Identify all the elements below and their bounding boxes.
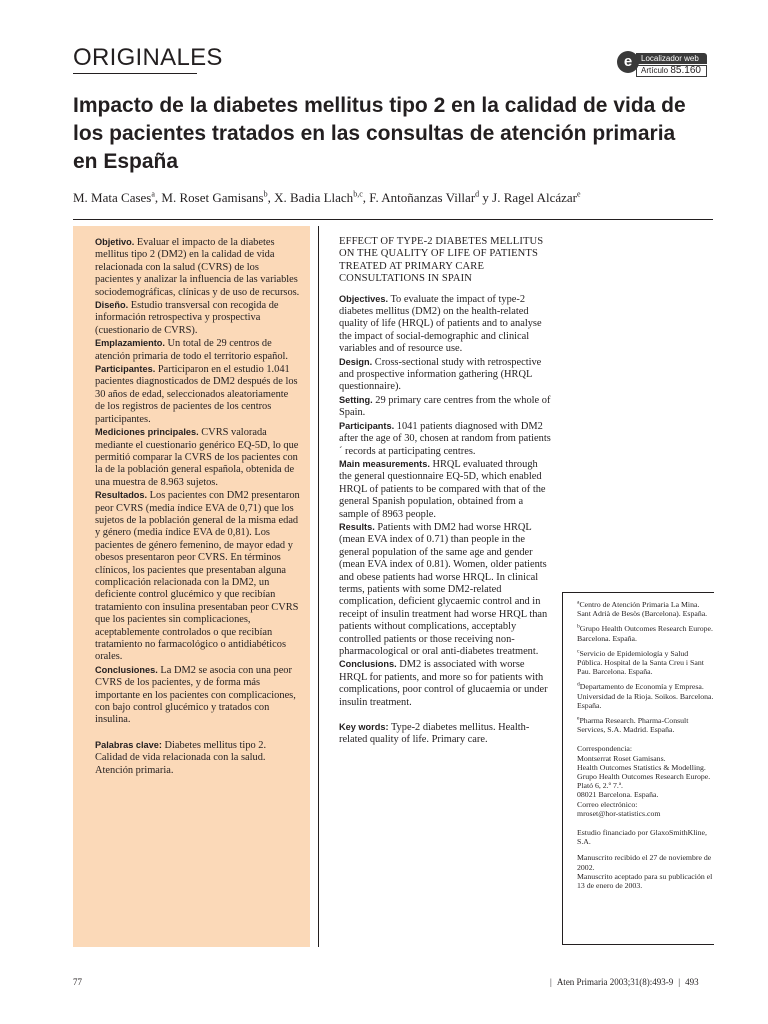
author-separator: , [154, 190, 162, 205]
author-affiliation-mark: b,c [353, 189, 363, 199]
abstract-es-section-label: Objetivo. [95, 237, 135, 247]
web-locator-article [636, 65, 707, 77]
footer-separator: | [550, 977, 552, 987]
abstract-en-section-label: Results. [339, 521, 375, 532]
abstract-es-section-label: Participantes. [95, 364, 156, 375]
keywords-spanish-text: Diabetes mellitus tipo 2. Calidad de vida relacionada con la salud. Atención primaria. [95, 739, 267, 776]
affiliation-list [577, 600, 714, 734]
affiliations-box [562, 592, 714, 945]
received-date: Manuscrito recibido el 27 de noviembre de 2002. [577, 853, 712, 872]
web-locator-badge [617, 51, 707, 79]
abstract-en-section-label: Setting. [339, 394, 373, 405]
affiliation-mark: c [577, 648, 580, 655]
correspondence-line: Plató 6, 2.º 7.ª. [577, 781, 623, 791]
abstract-en-section [339, 420, 551, 458]
abstract-en-section-label: Main measurements. [339, 458, 430, 469]
footer-separator: | [678, 977, 681, 987]
abstract-en-section-text: Cross-sectional study with retrospective and prospective information gathering (HRQL questionnaire). [339, 356, 542, 393]
abstract-en-section-text: 1041 patients diagnosed with DM2 after the age of 30, chosen at random from patients´ records at participating centres. [339, 420, 551, 457]
affiliation-mark: a [577, 599, 580, 606]
author-name: M. Roset Gamisans [161, 190, 264, 205]
abstract-es-section-label: Diseño. [95, 300, 129, 311]
author-separator: , [267, 190, 275, 205]
author-separator: , [362, 190, 370, 205]
affiliation-text: Departamento de Economía y Empresa. Universidad de la Rioja. Soikos. Barcelona. España. [577, 682, 714, 710]
correspondence [577, 744, 714, 818]
affiliation-item [577, 716, 714, 734]
affiliation-mark: d [577, 681, 580, 688]
footer-page-number-right: 493 [685, 977, 699, 987]
abstract-en-section [339, 658, 551, 709]
abstract-en-section-text: To evaluate the impact of type-2 diabetes mellitus (DM2) on the health-related quality of life (HRQL) of patients and to analyse the impact of social-demographic and clinical variables and of resource use. [339, 293, 542, 355]
abstract-es-section-text: CVRS valorada mediante el cuestionario genérico EQ-5D, lo que permitió comparar la CVRS de los pacientes con la de la población general española, obtenida de una muestra de 8.963 sujetos. [95, 427, 299, 488]
affiliation-text: Centro de Atención Primaria La Mina. Sant Adrià de Besòs (Barcelona). España. [577, 600, 708, 619]
affiliation-item [577, 600, 714, 618]
abstract-en-section-label: Conclusions. [339, 659, 397, 670]
abstract-es-section-text: Estudio transversal con recogida de información retrospectiva y prospectiva (cuestionario de CVRS). [95, 300, 279, 336]
funding-note: Estudio financiado por GlaxoSmithKline, S.A. [577, 828, 707, 847]
keywords-english [339, 721, 551, 747]
abstract-spanish [73, 226, 310, 947]
column-divider [318, 226, 319, 947]
affiliation-mark: b [577, 623, 580, 630]
correspondence-line: mroset@hor-statistics.com [577, 808, 661, 818]
abstract-es-section [95, 299, 300, 337]
affiliation-mark: e [577, 715, 580, 722]
section-label: ORIGINALES [73, 44, 223, 71]
author-name: M. Mata Cases [73, 190, 152, 205]
correspondence-line: Montserrat Roset Gamisans. [577, 753, 666, 763]
correspondence-line: Correo electrónico: [577, 799, 638, 809]
author-affiliation-mark: a [151, 189, 155, 199]
abstract-english-sections [339, 293, 551, 709]
affiliation-text: Pharma Research. Pharma-Consult Services, S.A. Madrid. España. [577, 716, 689, 735]
correspondence-line: Grupo Health Outcomes Research Europe. [577, 772, 711, 782]
abstract-en-section [339, 293, 551, 356]
article-title: Impacto de la diabetes mellitus tipo 2 en la calidad de vida de los pacientes tratados en las consultas de atención primaria en España [73, 94, 686, 173]
abstract-es-section [95, 236, 300, 299]
abstract-en-section [339, 458, 551, 521]
abstract-es-section-label: Mediciones principales. [95, 427, 199, 438]
abstract-es-section-text: Un total de 29 centros de atención primaria de todo el territorio español. [95, 338, 289, 362]
abstract-en-section [339, 394, 551, 420]
web-locator-article-number: 85.160 [670, 65, 701, 76]
footer-page-number-left: 77 [73, 977, 82, 987]
author-name: X. Badia Llach [274, 190, 354, 205]
web-locator-label: Localizador web [636, 53, 707, 64]
affiliation-item [577, 682, 714, 710]
abstract-es-section-label: Conclusiones. [95, 664, 158, 675]
author-separator: y [479, 190, 493, 205]
web-locator-logo-icon: e [617, 51, 639, 73]
abstract-english-title: EFFECT OF TYPE-2 DIABETES MELLITUS ON THE QUALITY OF LIFE OF PATIENTS TREATED AT PRIMARY CARE CONSULTATIONS IN SPAIN [339, 236, 544, 285]
abstract-es-section-text: Evaluar el impacto de la diabetes mellitus tipo 2 (DM2) en la calidad de vida relacionada con la salud (CVRS) de los pacientes y analizar la influencia de las variables sociodemográficas, clínicas y de uso de recursos. [95, 237, 300, 298]
abstract-en-section [339, 356, 551, 394]
correspondence-line: Health Outcomes Statistics & Modelling. [577, 762, 706, 772]
abstract-spanish-sections [95, 236, 300, 727]
abstract-en-section-text: HRQL evaluated through the general questionnaire EQ-5D, which enabled HRQL of patients to be compared with that of the general Spanish population, obtained from a sample of 8963 people. [339, 458, 546, 520]
abstract-es-section [95, 664, 300, 727]
correspondence-line: 08021 Barcelona. España. [577, 790, 659, 800]
keywords-spanish [95, 739, 300, 777]
affiliation-text: Servicio de Epidemiología y Salud Pública. Hospital de la Santa Creu i Sant Pau. Barcelona. España. [577, 648, 704, 677]
author-name: F. Antoñanzas Villar [369, 190, 476, 205]
abstract-en-section-text: Patients with DM2 had worse HRQL (mean EVA index of 0.71) than people in the general population of the same age and gender (mean EVA index of 0.81). Women, older patients and obese patients had worse HRQL. In clinical terms, patients with some DM2-related complication, deficient glycaemic control and in receipt of insulin treatment had worse HRQL than patients without complications, acceptably controlled patients or those receiving non-pharmacological or oral anti-diabetes treatment. [339, 521, 548, 657]
abstract-en-section-text: 29 primary care centres from the whole of Spain. [339, 394, 551, 419]
abstract-es-section-text: La DM2 se asocia con una peor CVRS de los pacientes, y de forma más importante en los pacientes con complicaciones, con bajo control glucémico y tratados con insulina. [95, 664, 296, 726]
abstract-es-section-label: Emplazamiento. [95, 338, 165, 349]
abstract-es-section-label: Resultados. [95, 490, 148, 501]
keywords-english-label: Key words: [339, 722, 389, 733]
section-label-underline [73, 73, 197, 74]
abstract-english [339, 236, 551, 747]
abstract-en-section-label: Design. [339, 356, 373, 367]
abstract-es-section [95, 337, 300, 363]
author-name: J. Ragel Alcázar [492, 190, 577, 205]
web-locator-article-prefix: Artículo [641, 66, 669, 75]
abstract-es-section-text: Participaron en el estudio 1.041 pacientes diagnosticados de DM2 después de los 30 años de edad, seleccionados aleatoriamente de los registros de pacientes de los centros participantes. [95, 364, 298, 425]
accepted-date: Manuscrito aceptado para su publicación el 13 de enero de 2003. [577, 871, 713, 891]
correspondence-line: Correspondencia: [577, 744, 632, 754]
footer-journal: Aten Primaria 2003;31(8):493-9 [556, 977, 674, 987]
abstract-en-section [339, 521, 551, 658]
abstract-es-section [95, 363, 300, 426]
keywords-english-text: Type-2 diabetes mellitus. Health-related quality of life. Primary care. [339, 722, 530, 746]
author-list [73, 190, 713, 206]
author-divider [73, 219, 713, 220]
abstract-es-section [95, 426, 300, 489]
abstract-es-section-text: Los pacientes con DM2 presentaron peor CVRS (media índice EVA de 0,71) que los sujetos de la población general de la misma edad y género (media índice EVA de 0,81). Los pacientes de género femenino, de mayor edad y obesos presentaron peor CVRS. En términos clínicos, los pacientes que presentaban alguna complicación relacionada con la DM2, un deficiente control glucémico y que recibían tratamiento con insulina presentaban peor CVRS que los pacientes sin complicaciones, aceptablemente controlados o que recibían tratamiento no farmacológico o antidiabéticos orales. [95, 490, 300, 663]
affiliation-item [577, 624, 714, 642]
author-affiliation-mark: b [263, 189, 268, 199]
author-affiliation-mark: d [475, 189, 480, 199]
affiliation-text: Grupo Health Outcomes Research Europe. Barcelona. España. [577, 624, 713, 643]
abstract-es-section [95, 489, 300, 664]
abstract-en-section-label: Participants. [339, 420, 395, 431]
affiliation-item [577, 649, 714, 677]
author-affiliation-mark: e [576, 189, 581, 199]
keywords-spanish-label: Palabras clave: [95, 739, 162, 750]
abstract-en-section-text: DM2 is associated with worse HRQL for patients, and more so for patients with complications, poor control of glucaemia or under insulin treatment. [339, 659, 548, 708]
abstract-en-section-label: Objectives. [339, 293, 389, 304]
footer-citation [545, 977, 699, 987]
